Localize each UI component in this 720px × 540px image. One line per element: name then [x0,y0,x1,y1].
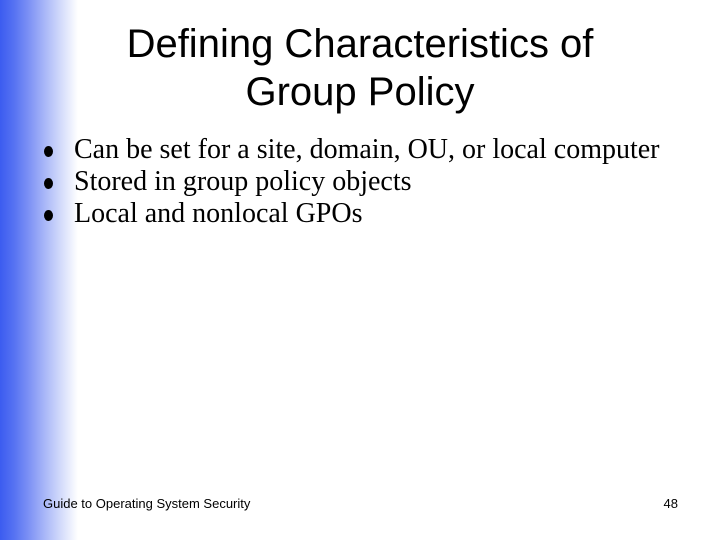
bullet-text: Stored in group policy objects [74,166,412,197]
bullet-icon [44,210,53,221]
slide-title [60,20,660,116]
page-number: 48 [663,496,678,511]
slide-title-line-2: Group Policy [245,70,475,114]
bullet-text: Can be set for a site, domain, OU, or local computer [74,134,660,165]
bullet-item [44,198,664,230]
footer-text: Guide to Operating System Security [43,496,251,511]
bullet-text: Local and nonlocal GPOs [74,198,363,229]
bullet-icon [44,146,53,157]
bullet-item [44,166,664,198]
slide-title-line-1: Defining Characteristics of [126,22,594,66]
bullet-list [44,134,664,230]
bullet-icon [44,178,53,189]
bullet-item [44,134,664,166]
